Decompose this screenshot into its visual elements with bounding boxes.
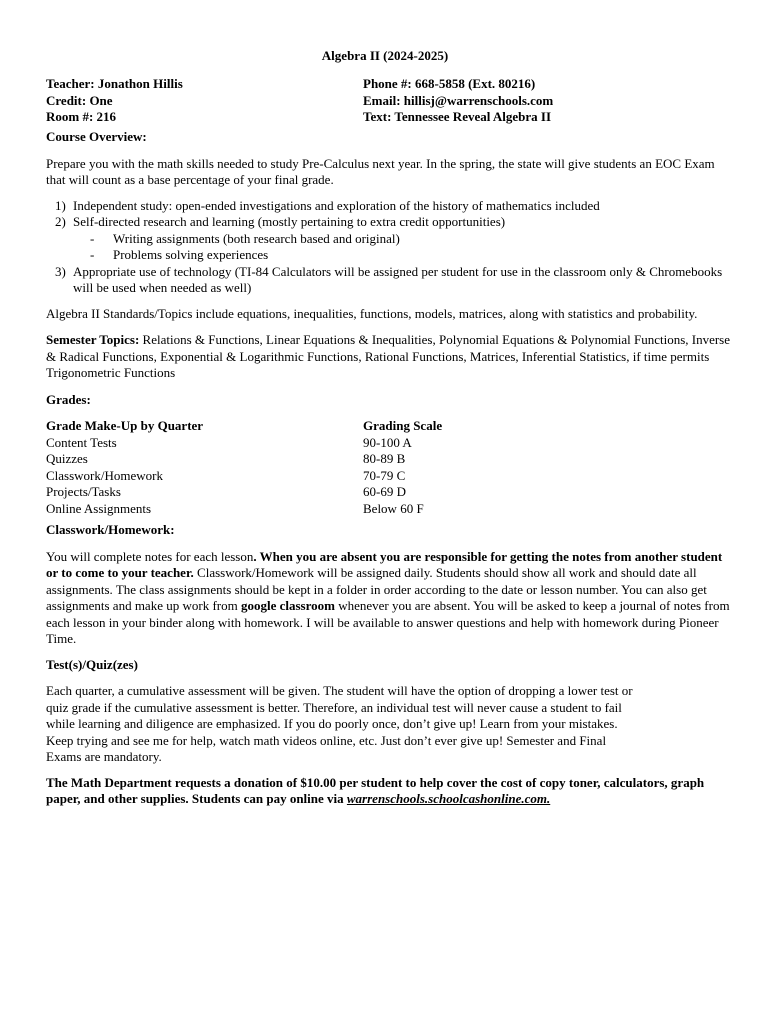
room-number: Room #: 216 bbox=[46, 109, 117, 124]
grade-makeup-heading: Grade Make-Up by Quarter bbox=[46, 418, 204, 433]
grade-makeup-item: Quizzes bbox=[46, 451, 88, 466]
teacher-name: Teacher: Jonathon Hillis bbox=[46, 76, 183, 91]
grades-table bbox=[46, 418, 730, 514]
payment-link[interactable]: warrenschools.schoolcashonline.com. bbox=[346, 791, 551, 806]
classwork-heading: Classwork/Homework: bbox=[46, 522, 175, 537]
textbook: Text: Tennessee Reveal Algebra II bbox=[363, 109, 552, 124]
grade-makeup-item: Online Assignments bbox=[46, 500, 152, 516]
phone-number: Phone #: 668-5858 (Ext. 80216) bbox=[363, 76, 536, 91]
grading-scale-item: Below 60 F bbox=[363, 500, 424, 516]
credit: Credit: One bbox=[46, 92, 113, 108]
teacher-info bbox=[46, 76, 183, 126]
sub-list bbox=[46, 231, 730, 264]
course-goals-list bbox=[46, 198, 730, 297]
grade-makeup-column bbox=[46, 418, 203, 517]
sub-list-item: - Problems solving experiences bbox=[90, 247, 269, 262]
grading-scale-item: 80-89 B bbox=[363, 451, 406, 466]
grading-scale-item: 70-79 C bbox=[363, 467, 406, 483]
grades-heading: Grades: bbox=[46, 391, 91, 407]
grading-scale-item: 60-69 D bbox=[363, 484, 406, 499]
google-classroom-text: google classroom bbox=[240, 598, 335, 613]
grading-scale-heading: Grading Scale bbox=[363, 418, 443, 433]
tests-paragraph: Each quarter, a cumulative assessment will be given. The student will have the option of dropping a lower test or quiz grade if the cumulative assessment is better. Therefore, an individual test will never cause a student to fail while learning and diligence are emphasized. If you do poorly once, don’t give up! Learn from your mistakes. Keep trying and see me for help, watch math videos online, etc. Just don’t ever give up! Semester and Final Exams are mandatory. bbox=[46, 683, 633, 764]
standards-paragraph: Algebra II Standards/Topics include equations, inequalities, functions, models, matrices, along with statistics and probability. bbox=[46, 305, 698, 321]
grading-scale-item: 90-100 A bbox=[363, 434, 412, 450]
semester-topics bbox=[46, 332, 730, 382]
donation-paragraph: The Math Department requests a donation of $10.00 per student to help cover the cost of copy toner, calculators, graph paper, and other supplies. Students can pay online via warrenschools.schoolcashonline.com. bbox=[46, 774, 705, 806]
classwork-paragraph: You will complete notes for each lesson. When you are absent you are responsible for getting the notes from another student or to come to your teacher. Classwork/Homework will be assigned daily. Students should show all work and should date all assignments. The class assignments should be kept in a folder in order according to the date or lesson number. You can also get assignments and make up work from google classroom whenever you are absent. You will be asked to keep a journal of notes from each lesson in your binder along with homework. I will be available to answer questions and help with homework during Pioneer Time. bbox=[46, 548, 730, 646]
grade-makeup-item: Content Tests bbox=[46, 434, 117, 450]
sub-list-item: - Writing assignments (both research based and original) bbox=[90, 230, 400, 246]
grading-scale-column bbox=[363, 418, 442, 517]
list-item: 1) Independent study: open-ended investigations and exploration of the history of mathematics included bbox=[55, 197, 600, 213]
list-item: 2) Self-directed research and learning (mostly pertaining to extra credit opportunities) - Writing assignments (both research based and original) - Problems solving experiences bbox=[46, 214, 730, 264]
page-title: Algebra II (2024-2025) bbox=[321, 48, 449, 63]
contact-info bbox=[363, 76, 553, 126]
grade-makeup-item: Projects/Tasks bbox=[46, 484, 121, 499]
grade-makeup-item: Classwork/Homework bbox=[46, 467, 163, 483]
email-address: Email: hillisj@warrenschools.com bbox=[363, 92, 554, 108]
semester-topics-label: Semester Topics: bbox=[46, 332, 140, 347]
semester-topics-text: Relations & Functions, Linear Equations & Inequalities, Polynomial Equations & Polynomial Functions, Inverse & Radical Functions, Exponential & Logarithmic Functions, Rational Functions, Matrices, Inferential Statistics, if time permits Trigonometric Functions bbox=[46, 332, 731, 380]
list-item: 3) Appropriate use of technology (TI-84 Calculators will be assigned per student for use in the classroom only & Chromebooks will be used when needed as well) bbox=[55, 263, 723, 295]
syllabus-body bbox=[46, 129, 730, 808]
course-overview-intro: Prepare you with the math skills needed to study Pre-Calculus next year. In the spring, the state will give students an EOC Exam that will count as a base percentage of your final grade. bbox=[46, 155, 715, 187]
tests-heading: Test(s)/Quiz(zes) bbox=[46, 656, 138, 672]
course-overview-heading: Course Overview: bbox=[46, 129, 147, 144]
